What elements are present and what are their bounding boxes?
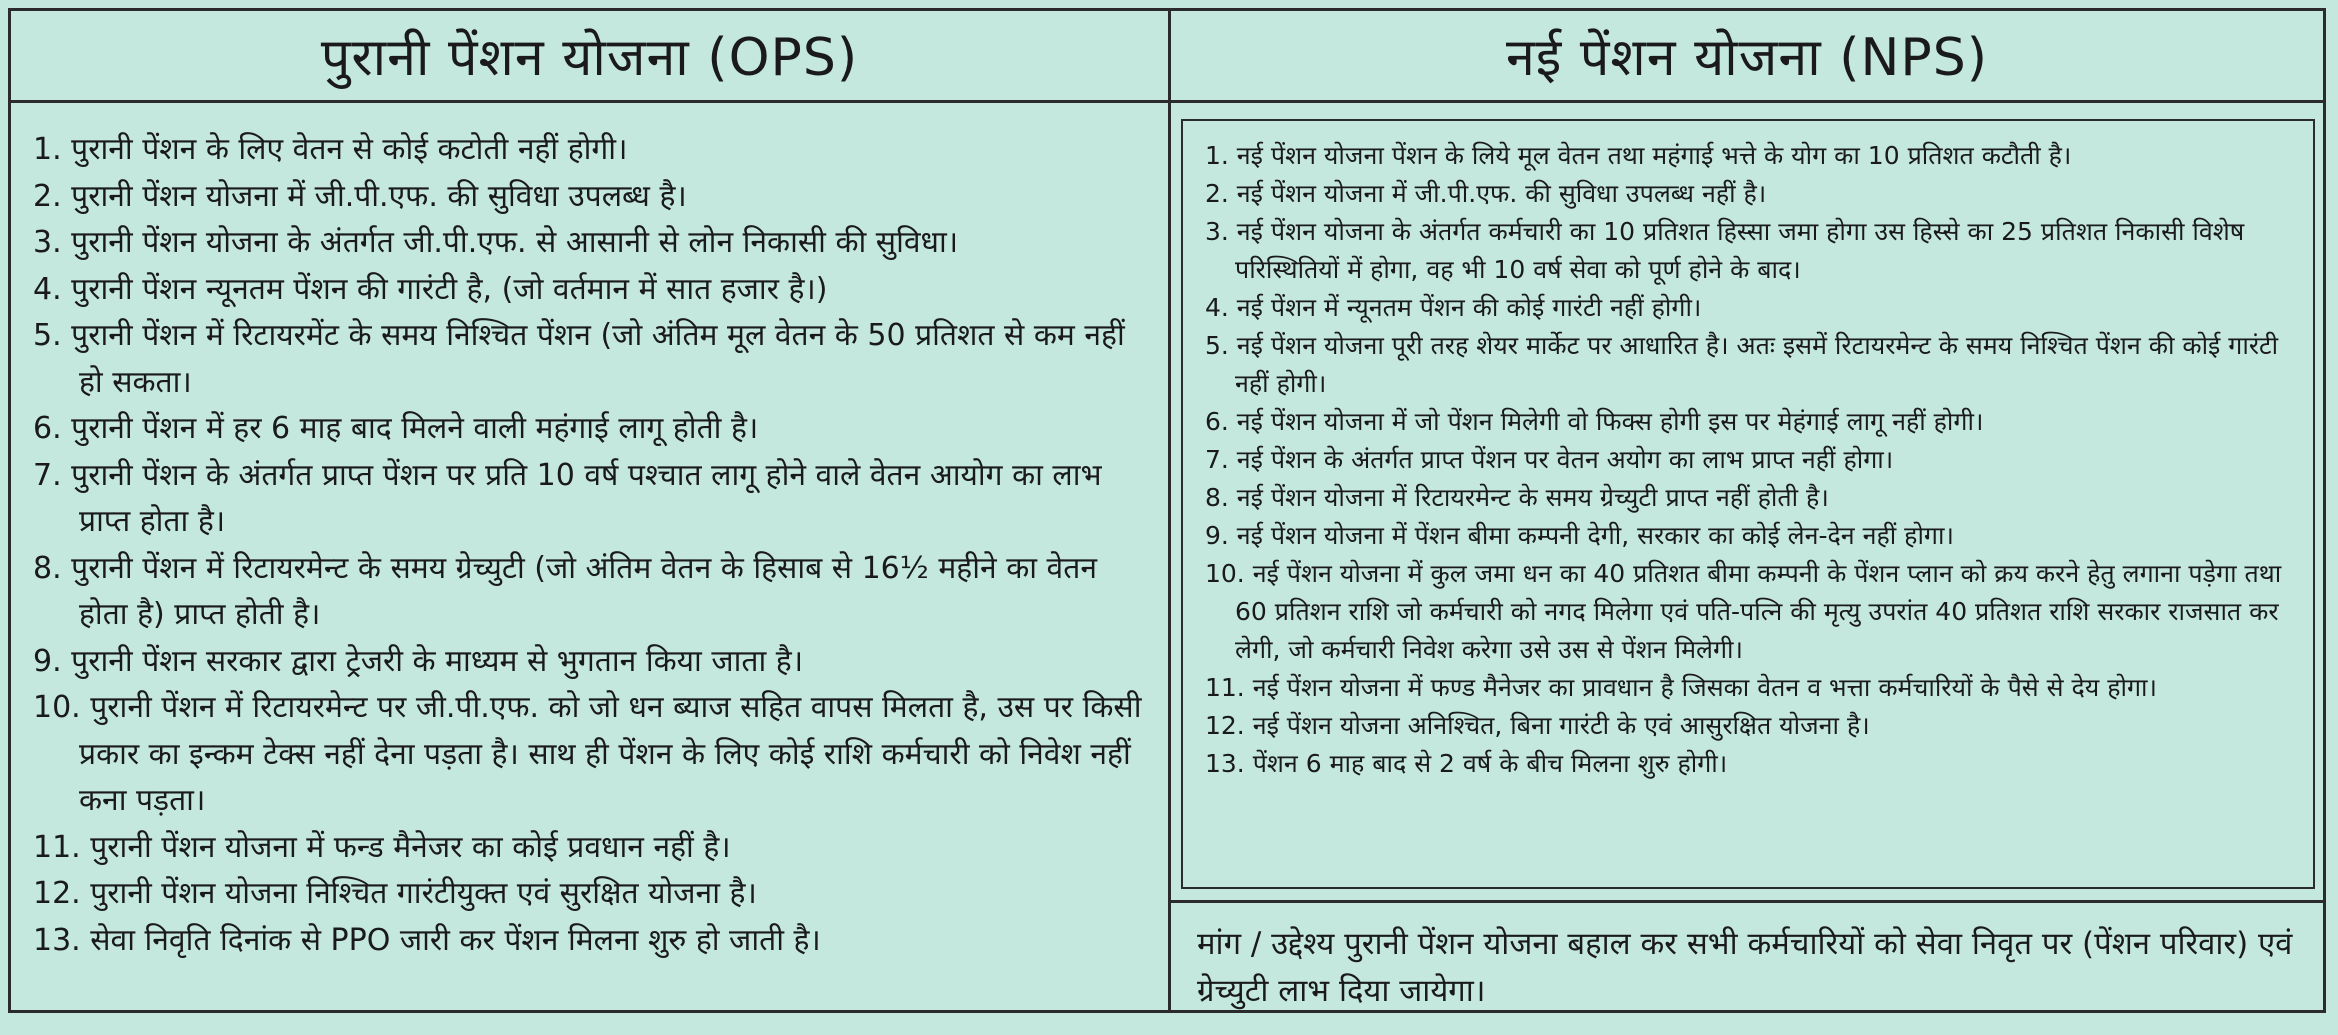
ops-list [11, 103, 1168, 964]
ops-item-6: 6. पुरानी पेंशन में हर 6 माह बाद मिलने वाली महंगाई लागू होती है। [33, 411, 759, 446]
ops-item-3: 3. पुरानी पेंशन योजना के अंतर्गत जी.पी.एफ. से आसानी से लोन निकासी की सुविधा। [33, 225, 959, 260]
nps-item-11: 11. नई पेंशन योजना में फण्ड मैनेजर का प्रावधान है जिसका वेतन व भत्ता कर्मचारियों के पैसे से देय होगा। [1205, 673, 2157, 702]
nps-item-4: 4. नई पेंशन में न्यूनतम पेंशन की कोई गारंटी नहीं होगी। [1205, 293, 1702, 322]
nps-title: नई पेंशन योजना (NPS) [1171, 11, 2323, 103]
nps-item-3: 3. नई पेंशन योजना के अंतर्गत कर्मचारी का 10 प्रतिशत हिस्सा जमा होगा उस हिस्से का 25 प्रतिशत निकासी विशेष परिस्थितियों में होगा, वह भी 10 वर्ष सेवा को पूर्ण होने के बाद। [1205, 217, 2245, 284]
ops-item-1: 1. पुरानी पेंशन के लिए वेतन से कोई कटोती नहीं होगी। [33, 132, 628, 167]
nps-item-13: 13. पेंशन 6 माह बाद से 2 वर्ष के बीच मिलना शुरु होगी। [1205, 749, 1728, 778]
ops-title: पुरानी पेंशन योजना (OPS) [11, 11, 1168, 103]
ops-column [11, 11, 1171, 1010]
ops-item-9: 9. पुरानी पेंशन सरकार द्वारा ट्रेजरी के माध्यम से भुगतान किया जाता है। [33, 643, 804, 679]
nps-item-7: 7. नई पेंशन के अंतर्गत प्राप्त पेंशन पर वेतन अयोग का लाभ प्राप्त नहीं होगा। [1205, 445, 1894, 474]
ops-item-5: 5. पुरानी पेंशन में रिटायरमेंट के समय निश्चित पेंशन (जो अंतिम मूल वेतन के 50 प्रतिशत से कम नहीं हो सकता। [33, 318, 1125, 400]
ops-item-4: 4. पुरानी पेंशन न्यूनतम पेंशन की गारंटी है, (जो वर्तमान में सात हजार है।) [33, 271, 828, 307]
nps-column [1171, 11, 2323, 1010]
demand-statement: मांग / उद्देश्य पुरानी पेंशन योजना बहाल कर सभी कर्मचारियों को सेवा निवृत पर (पेंशन परिवार) एवं ग्रेच्युटी लाभ दिया जायेगा। [1171, 900, 2323, 1010]
ops-item-10: 10. पुरानी पेंशन में रिटायरमेन्ट पर जी.पी.एफ. को जो धन ब्याज सहित वापस मिलता है, उस पर किसी प्रकार का इन्कम टेक्स नहीं देना पड़ता है। साथ ही पेंशन के लिए कोई राशि कर्मचारी को निवेश नहीं कना पड़ता। [33, 690, 1142, 818]
nps-item-8: 8. नई पेंशन योजना में रिटायरमेन्ट के समय ग्रेच्युटी प्राप्त नहीं होती है। [1205, 483, 1829, 512]
comparison-table [8, 8, 2326, 1013]
nps-list [1181, 119, 2315, 889]
nps-item-2: 2. नई पेंशन योजना में जी.पी.एफ. की सुविधा उपलब्ध नहीं है। [1205, 179, 1767, 208]
nps-item-10: 10. नई पेंशन योजना में कुल जमा धन का 40 प्रतिशत बीमा कम्पनी के पेंशन प्लान को क्रय करने हेतु लगाना पड़ेगा तथा 60 प्रतिशन राशि जो कर्मचारी को नगद मिलेगा एवं पति-पत्नि की मृत्यु उपरांत 40 प्रतिशत राशि सरकार राजसात कर लेगी, जो कर्मचारी निवेश करेगा उसे उस से पेंशन मिलेगी। [1205, 559, 2282, 664]
ops-item-8: 8. पुरानी पेंशन में रिटायरमेन्ट के समय ग्रेच्युटी (जो अंतिम वेतन के हिसाब से 16½ महीने का वेतन होता है) प्राप्त होती है। [33, 550, 1097, 632]
nps-item-9: 9. नई पेंशन योजना में पेंशन बीमा कम्पनी देगी, सरकार का कोई लेन-देन नहीं होगा। [1205, 521, 1954, 550]
nps-item-12: 12. नई पेंशन योजना अनिश्चित, बिना गारंटी के एवं आसुरक्षित योजना है। [1205, 711, 1870, 740]
ops-item-11: 11. पुरानी पेंशन योजना में फन्ड मैनेजर का कोई प्रवधान नहीं है। [33, 829, 731, 865]
nps-item-1: 1. नई पेंशन योजना पेंशन के लिये मूल वेतन तथा महंगाई भत्ते के योग का 10 प्रतिशत कटौती है। [1205, 141, 2072, 170]
ops-item-13: 13. सेवा निवृति दिनांक से PPO जारी कर पेंशन मिलना शुरु हो जाती है। [33, 922, 821, 958]
nps-item-5: 5. नई पेंशन योजना पूरी तरह शेयर मार्केट पर आधारित है। अतः इसमें रिटायरमेन्ट के समय निश्चित पेंशन की कोई गारंटी नहीं होगी। [1205, 331, 2279, 398]
ops-item-2: 2. पुरानी पेंशन योजना में जी.पी.एफ. की सुविधा उपलब्ध है। [33, 178, 687, 214]
ops-item-7: 7. पुरानी पेंशन के अंतर्गत प्राप्त पेंशन पर प्रति 10 वर्ष पश्चात लागू होने वाले वेतन आयोग का लाभ प्राप्त होता है। [33, 457, 1102, 539]
ops-item-12: 12. पुरानी पेंशन योजना निश्चित गारंटीयुक्त एवं सुरक्षित योजना है। [33, 876, 757, 911]
nps-item-6: 6. नई पेंशन योजना में जो पेंशन मिलेगी वो फिक्स होगी इस पर मेहंगाई लागू नहीं होगी। [1205, 407, 1984, 436]
